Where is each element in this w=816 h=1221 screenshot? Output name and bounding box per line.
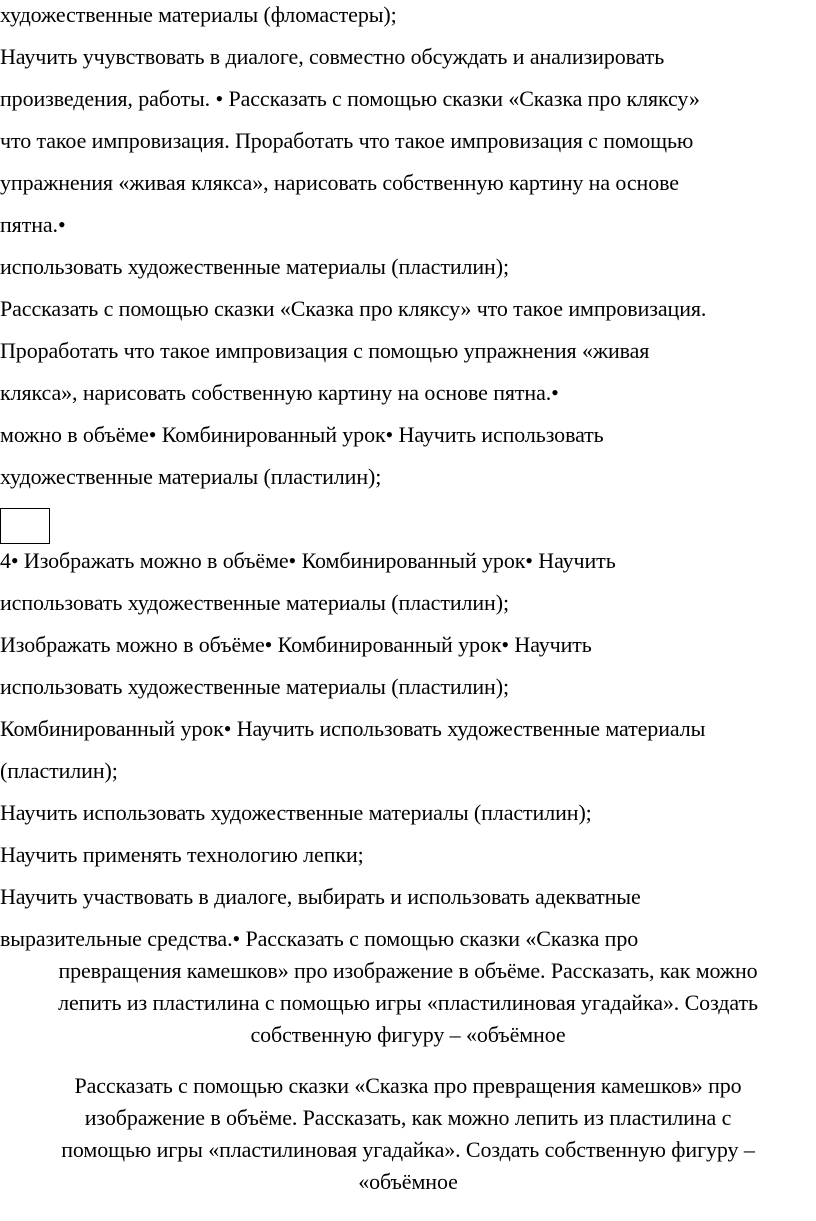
text-line: выразительные средства.• Рассказать с помощью сказки «Сказка про bbox=[0, 926, 639, 951]
text-line: клякса», нарисовать собственную картину на основе пятна.• bbox=[0, 380, 559, 405]
text-line: использовать художественные материалы (пластилин); bbox=[0, 254, 509, 279]
centered-text-line: Рассказать с помощью сказки «Сказка про превращения камешков» про bbox=[74, 1073, 742, 1098]
text-line: Научить использовать художественные материалы (пластилин); bbox=[0, 800, 592, 825]
text-line: Комбинированный урок• Научить использовать художественные материалы bbox=[0, 716, 706, 741]
text-line: Проработать что такое импровизация с помощью упражнения «живая bbox=[0, 338, 650, 363]
text-line: 4• Изображать можно в объёме• Комбинированный урок• Научить bbox=[0, 548, 616, 573]
text-line: Научить применять технологию лепки; bbox=[0, 842, 364, 867]
text-line: художественные материалы (фломастеры); bbox=[0, 2, 397, 27]
centered-text-line: «объёмное bbox=[358, 1169, 458, 1194]
text-line: упражнения «живая клякса», нарисовать собственную картину на основе bbox=[0, 170, 679, 195]
centered-text-line: изображение в объёме. Рассказать, как можно лепить из пластилина с bbox=[84, 1105, 732, 1130]
text-line: произведения, работы. • Рассказать с помощью сказки «Сказка про кляксу» bbox=[0, 86, 700, 111]
text-line: использовать художественные материалы (пластилин); bbox=[0, 674, 509, 699]
text-line: можно в объёме• Комбинированный урок• Научить использовать bbox=[0, 422, 604, 447]
text-line: Изображать можно в объёме• Комбинированный урок• Научить bbox=[0, 632, 592, 657]
centered-text-line: превращения камешков» про изображение в объёме. Рассказать, как можно bbox=[58, 958, 758, 983]
text-line: (пластилин); bbox=[0, 758, 118, 783]
text-line: что такое импровизация. Проработать что такое импровизация с помощью bbox=[0, 128, 694, 153]
text-line: Рассказать с помощью сказки «Сказка про кляксу» что такое импровизация. bbox=[0, 296, 707, 321]
centered-text-line: помощью игры «пластилиновая угадайка». Создать собственную фигуру – bbox=[61, 1137, 755, 1162]
centered-text-line: собственную фигуру – «объёмное bbox=[250, 1022, 566, 1047]
text-line: Научить учувствовать в диалоге, совместно обсуждать и анализировать bbox=[0, 44, 665, 69]
text-line: использовать художественные материалы (пластилин); bbox=[0, 590, 509, 615]
empty-table-cell bbox=[0, 508, 50, 544]
text-line: пятна.• bbox=[0, 212, 66, 237]
text-line: Научить участвовать в диалоге, выбирать и использовать адекватные bbox=[0, 884, 641, 909]
centered-text-line: лепить из пластилина с помощью игры «пластилиновая угадайка». Создать bbox=[58, 990, 758, 1015]
text-line: художественные материалы (пластилин); bbox=[0, 464, 382, 489]
